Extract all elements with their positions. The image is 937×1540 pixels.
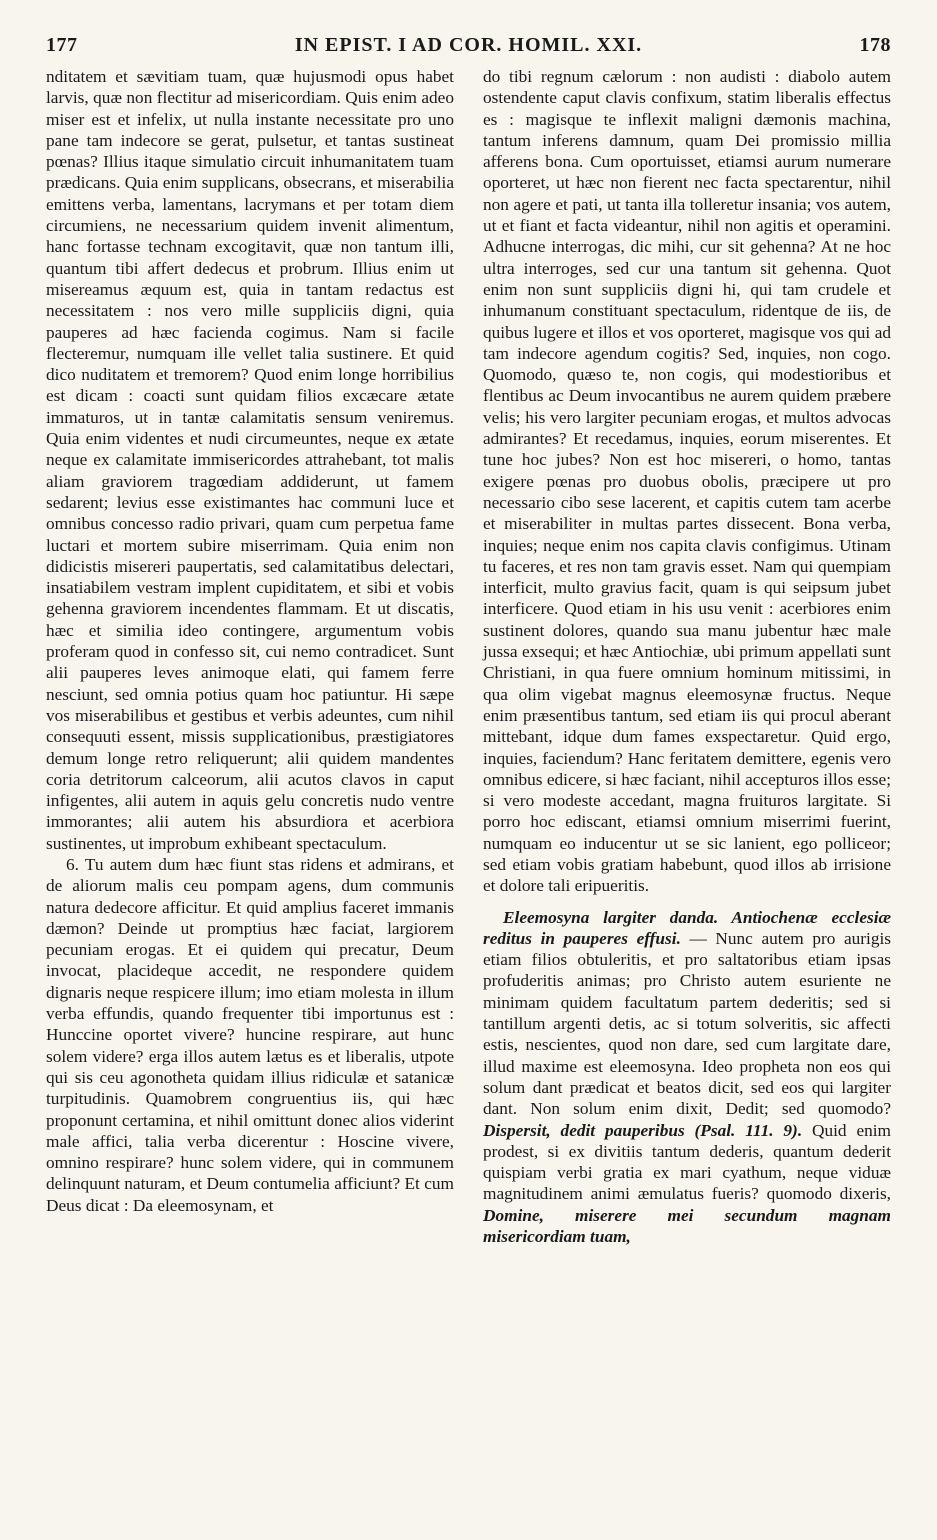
- scripture-quote: Dispersit, dedit pauperibus: [483, 1120, 685, 1140]
- left-paragraph-1: nditatem et sævitiam tuam, quæ hujusmodi opus habet larvis, quæ non flectitur ad misericordiam. Quis enim adeo miser est et infelix, ut nulla instante necessitate pro uno pane tam indecore se gerat, pulsetur, et tantas sustineat pœnas? Illius itaque simulatio circuit inhumanitatem tuam prædicans. Quia enim supplicans, obsecrans, et miserabilia emittens verba, lamentans, lacrymans et per totam diem circumiens, ne necessarium quidem invenit alimentum, hanc fortasse technam excogitavit, quæ non tantum illi, quantum tibi affert dedecus et probrum. Illius enim ut misereamus æquum est, quia in tantam redactus est necessitatem : nos vero mille suppliciis digni, quia pauperes ad hæc facienda cogimus. Nam si facile flecteremur, numquam ille vellet talia sustinere. Et quid dico nuditatem et tremorem? Quod enim longe horribilius est dicam : coacti sunt quidam filios excæcare ætate immaturos, ut in tantæ calamitatis sensum veniremus. Quia enim videntes et nudi circumeuntes, neque ex ætate neque ex calamitate immisericordes attrahebant, tot malis aliam graviorem tragœdiam addiderunt, ut famem sedarent; levius esse existimantes hac communi luce et omnibus concesso radio privari, quam cum perpetua fame luctari et mortem subire miserrimam. Quia enim non didicistis misereri paupertatis, sed calamitatibus delectari, insatiabilem vestram implent cupiditatem, et sibi et vobis gehenna graviorem incendentes flammam. Et ut discatis, hæc et similia ideo contingere, argumentum vobis proferam quod in confesso sit, cui nemo contradicet. Sunt alii pauperes leves animoque elati, qui famem ferre nesciunt, sed omnia potius quam hoc patiuntur. Hi sæpe vos miserabilibus et gestibus et verbis adeuntes, cum nihil consequuti essent, missis supplicationibus, præstigiatores demum longe retro reliquerunt; alii quidem mandentes coria detritorum calceorum, alii acutos clavos in caput infigentes, alii autem in aquis gelu concretis nudo ventre immorantes; alii autem his absurdiora et acerbiora sustinentes, ut improbum exhibeant spectaculum.: [46, 67, 454, 853]
- page-number-left: 177: [46, 34, 78, 56]
- paragraph-text: — Nunc autem pro aurigis etiam filios obtuleritis, et pro saltatoribus etiam ipsas profuderitis animas; pro Christo autem esuriente ne minimam quidem facultatum partem dederitis; sed si tantillum argenti detis, ac si totum solveritis, sic affecti estis, nescientes, quod non dare, sed cum largitate dare, illud maxime est eleemosyna. Ideo propheta non eos qui solum dant prædicat et beatos dicit, sed eos qui largiter dant. Non solum enim dixit, Dedit; sed quomodo?: [483, 928, 892, 1119]
- running-header: [46, 34, 891, 64]
- section-lead: Eleemosyna largiter danda. Antiochenæ ecclesiæ reditus in pauperes effusi.: [483, 907, 891, 948]
- page-number-right: 178: [859, 34, 891, 56]
- scripture-reference: (Psal. 111. 9).: [684, 1120, 803, 1140]
- right-paragraph-1: do tibi regnum cælorum : non audisti : diabolo autem ostendente caput clavis confixum, statim liberalis effectus es : magisque te inflexit maligni dæmonis machina, tantum inferens damnum, quam Dei promissio millia afferens bona. Cum oportuisset, etiamsi aurum numerare oporteret, ut hæc non fierent nec facta spectarentur, nihil non agere et pati, ut tanta illa tolleretur insania; vos autem, ut et fiant et facta videantur, nihil non agitis et operamini. Adhucne interrogas, dic mihi, cur sit gehenna? At ne hoc ultra interroges, sed cur una tantum sit gehenna. Quot enim non sunt suppliciis digni hi, qui tam crudele et inhumanum constituant spectaculum, ridentque de iis, de quibus lugere et illos et vos oporteret, magisque vos qui ad tam indecore agendum cogitis? Sed, inquies, non cogo. Quomodo, quæso te, non cogis, qui modestioribus et flentibus ac Deum invocantibus ne aurem quidem præbere velis; his vero largiter pecuniam erogas, et multos advocas admirantes? Et recedamus, inquies, eorum miserentes. Et tune hoc jubes? Non est hoc misereri, o homo, tantas exigere pœnas pro duobus obolis, præcipere ut pro necessario cibo sese lacerent, et capitis cutem tam acerbe et miserabiliter in multas partes dissecent. Bona verba, inquies; neque enim nos capita clavis configimus. Utinam tu faceres, et res non tam gravis esset. Nam qui quempiam interficit, multo gravius facit, quam is qui seipsum jubet interficere. Quod etiam in his usu venit : acerbiores enim sustinent dolores, quando sua manu jubentur hæc male jussa exsequi; et hæc Antiochiæ, ubi primum appellati sunt Christiani, in qua fuere omnium hominum mitissimi, in qua olim vigebat magnus eleemosynæ fructus. Neque enim præsentibus tantum, sed etiam iis qui procul aberant mittebant, idque dum fames exspectaretur. Quid ergo, inquies, faciendum? Hanc feritatem demittere, egenis vero omnibus edicere, si hæc faciant, nihil accepturos illos esse; si vero modeste accedant, magna fruituros largitate. Si porro hoc ediscant, etiamsi omnium miserrimi fuerint, numquam eo inducentur ut se sic lanient, ego polliceor; sed etiam vobis gratiam habebunt, quod illos ab irrisione et dolore tali eripueritis.: [483, 67, 891, 896]
- left-paragraph-2: 6. Tu autem dum hæc fiunt stas ridens et admirans, et de aliorum malis ceu pompam agens, dum communis natura dedecore afficitur. Et quid amplius faceret immanis dæmon? Deinde ut promptius hæc faciat, largiorem pecuniam erogas. Et ei quidem qui precatur, Deum invocat, placideque accedit, ne respondere quidem dignaris neque respicere illum; imo etiam molesta in illum verba effundis, quando frequenter tibi importunus est : Hunccine oportet vivere? huncine respirare, aut hunc solem videre? erga illos autem lætus es et liberalis, utpote qui sis ceu agonotheta quidam illius ridiculæ et satanicæ turpitudinis. Quamobrem congruentius iis, qui hæc proponunt certamina, et nihil omittunt donec alios viderint male affici, talia verba dicerentur : Hoscine vivere, omnino respirare? hunc solem videre, qui in communem delinquunt naturam, et Deum contumelia afficiunt? Et cum Deus dicat : Da eleemosynam, et: [46, 854, 454, 1215]
- running-title: IN EPIST. I AD COR. HOMIL. XXI.: [294, 34, 643, 56]
- scripture-quote: Domine, miserere mei secundum magnam misericordiam tuam,: [483, 1205, 891, 1247]
- text-columns: [46, 66, 891, 1247]
- paragraph-text: Quid enim prodest, si ex divitiis tantum dederis, quantum dederit quispiam verbi gratia ex mari cyathum, neque viduæ magnitudinem animi æmulatus fueris? quomodo dixeris,: [483, 1120, 891, 1204]
- left-column: [46, 66, 454, 1247]
- right-paragraph-2: [483, 907, 891, 1248]
- right-column: [483, 66, 891, 1247]
